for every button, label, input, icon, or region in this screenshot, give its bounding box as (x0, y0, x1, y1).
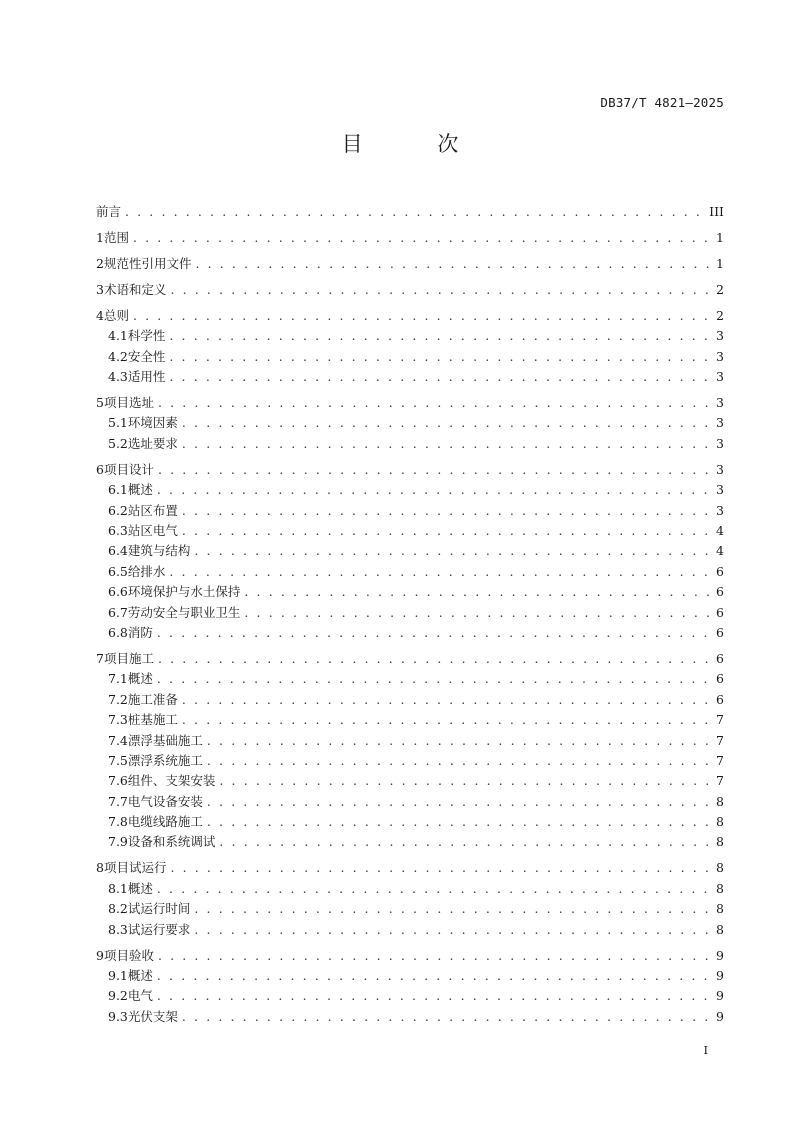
toc-entry-label: 项目试运行 (103, 860, 167, 876)
toc-entry-page: 8 (716, 793, 724, 809)
dot-leader (194, 920, 712, 940)
toc-entry[interactable] (96, 393, 724, 413)
toc-entry-label: 概述 (127, 880, 153, 896)
toc-entry-number: 5.2 (108, 435, 128, 451)
toc-entry-label: 前言 (96, 204, 122, 219)
toc-entry-label: 规范性引用文件 (103, 255, 192, 271)
table-of-contents (96, 202, 724, 1027)
toc-entry-number: 6.1 (108, 482, 128, 498)
toc-entry[interactable] (96, 1007, 724, 1027)
dot-leader (207, 792, 712, 812)
toc-entry-page: 3 (716, 502, 724, 518)
toc-entry-number: 7.8 (108, 814, 128, 830)
toc-entry-label: 选址要求 (127, 435, 178, 451)
toc-entry-label: 安全性 (127, 348, 166, 364)
toc-entry-page: 8 (716, 814, 724, 830)
toc-entry-label: 光伏支架 (127, 1008, 178, 1024)
dot-leader (169, 326, 712, 346)
toc-entry[interactable] (96, 280, 724, 300)
dot-leader (194, 541, 712, 561)
standard-number: DB37/T 4821—2025 (600, 95, 724, 110)
toc-entry[interactable] (96, 669, 724, 689)
toc-entry[interactable] (96, 751, 724, 771)
dot-leader (157, 986, 712, 1006)
toc-entry[interactable] (96, 603, 724, 623)
dot-leader (219, 832, 712, 852)
toc-entry-label: 组件、支架安装 (127, 773, 216, 789)
toc-entry-label: 站区布置 (127, 502, 178, 518)
toc-entry-page: 8 (716, 901, 724, 917)
toc-entry-number: 7.9 (108, 834, 128, 850)
toc-entry[interactable] (96, 986, 724, 1006)
toc-entry-page: 7 (716, 752, 724, 768)
toc-entry-page: III (709, 204, 724, 219)
dot-leader (207, 812, 712, 832)
toc-entry-page: 7 (716, 732, 724, 748)
dot-leader (182, 413, 712, 433)
toc-entry-number: 5.1 (108, 415, 128, 431)
toc-entry-page: 1 (716, 255, 724, 271)
toc-entry-page: 1 (716, 229, 724, 245)
dot-leader (133, 306, 712, 326)
toc-entry[interactable] (96, 228, 724, 248)
toc-entry[interactable] (96, 413, 724, 433)
toc-entry[interactable] (96, 521, 724, 541)
dot-leader (157, 669, 712, 689)
toc-entry[interactable] (96, 254, 724, 274)
toc-entry-number: 6.6 (108, 584, 128, 600)
toc-entry-page: 6 (716, 624, 724, 640)
toc-entry-label: 试运行要求 (127, 921, 191, 937)
toc-entry-label: 站区电气 (127, 523, 178, 539)
toc-entry-page: 4 (716, 523, 724, 539)
toc-entry-page: 8 (716, 880, 724, 896)
dot-leader (170, 858, 712, 878)
toc-entry-page: 7 (716, 773, 724, 789)
dot-leader (157, 966, 712, 986)
toc-entry-page: 3 (716, 461, 724, 477)
toc-entry-number: 7 (96, 650, 104, 666)
page-number: I (703, 1043, 708, 1057)
toc-entry[interactable] (96, 582, 724, 602)
toc-entry-number: 8.2 (108, 901, 128, 917)
page-title: 目 次 (341, 132, 493, 156)
dot-leader (182, 521, 712, 541)
toc-entry-number: 6.3 (108, 523, 128, 539)
toc-entry-page: 2 (716, 281, 724, 297)
toc-entry-number: 7.6 (108, 773, 128, 789)
toc-entry-label: 适用性 (127, 369, 166, 385)
toc-entry-page: 6 (716, 691, 724, 707)
dot-leader (169, 562, 712, 582)
toc-entry-page: 4 (716, 543, 724, 559)
toc-entry-label: 电气 (127, 988, 153, 1004)
dot-leader (158, 946, 712, 966)
toc-entry-label: 概述 (127, 482, 153, 498)
toc-entry-page: 6 (716, 650, 724, 666)
toc-entry-page: 9 (716, 1008, 724, 1024)
toc-entry[interactable] (96, 202, 724, 222)
toc-entry[interactable] (96, 899, 724, 919)
toc-entry[interactable] (96, 879, 724, 899)
toc-entry-number: 9.1 (108, 968, 128, 984)
toc-entry-page: 8 (716, 860, 724, 876)
toc-entry-label: 环境因素 (127, 415, 178, 431)
toc-entry-number: 7.2 (108, 691, 128, 707)
toc-entry-number: 2 (96, 255, 104, 271)
dot-leader (182, 690, 712, 710)
toc-entry-label: 电气设备安装 (127, 793, 203, 809)
toc-entry-page: 3 (716, 328, 724, 344)
dot-leader (158, 393, 712, 413)
toc-entry-label: 漂浮基础施工 (127, 732, 203, 748)
toc-entry-label: 总则 (103, 307, 129, 323)
toc-entry[interactable] (96, 920, 724, 940)
toc-entry[interactable] (96, 623, 724, 643)
toc-entry-page: 9 (716, 947, 724, 963)
toc-entry[interactable] (96, 562, 724, 582)
toc-entry-label: 术语和定义 (103, 281, 167, 297)
toc-entry-label: 桩基施工 (127, 712, 178, 728)
toc-entry-page: 9 (716, 988, 724, 1004)
toc-entry-label: 范围 (103, 229, 129, 245)
toc-entry-label: 科学性 (127, 328, 166, 344)
toc-entry[interactable] (96, 832, 724, 852)
toc-entry[interactable] (96, 812, 724, 832)
toc-entry-number: 9.2 (108, 988, 128, 1004)
toc-entry-page: 3 (716, 369, 724, 385)
dot-leader (170, 280, 712, 300)
toc-entry[interactable] (96, 501, 724, 521)
toc-entry-label: 给排水 (127, 563, 166, 579)
toc-entry-number: 6.8 (108, 624, 128, 640)
toc-entry[interactable] (96, 480, 724, 500)
toc-entry-number: 7.3 (108, 712, 128, 728)
toc-entry-number: 8.1 (108, 880, 128, 896)
toc-entry-number: 6 (96, 461, 104, 477)
toc-entry-number: 4.3 (108, 369, 128, 385)
dot-leader (207, 731, 712, 751)
toc-entry-number: 5 (96, 395, 104, 411)
toc-entry-page: 3 (716, 482, 724, 498)
toc-entry-label: 劳动安全与职业卫生 (127, 604, 241, 620)
dot-leader (182, 1007, 712, 1027)
toc-entry-number: 8 (96, 860, 104, 876)
dot-leader (244, 582, 712, 602)
dot-leader (133, 228, 712, 248)
toc-entry-page: 3 (716, 348, 724, 364)
dot-leader (195, 254, 712, 274)
toc-entry-label: 项目验收 (103, 947, 154, 963)
toc-entry[interactable] (96, 731, 724, 751)
toc-entry-page: 3 (716, 435, 724, 451)
dot-leader (182, 501, 712, 521)
toc-entry-label: 施工准备 (127, 691, 178, 707)
toc-entry-number: 4 (96, 307, 104, 323)
dot-leader (125, 202, 705, 222)
toc-entry-page: 8 (716, 921, 724, 937)
toc-entry-page: 8 (716, 834, 724, 850)
dot-leader (157, 480, 712, 500)
toc-entry-page: 7 (716, 712, 724, 728)
toc-entry-label: 消防 (127, 624, 153, 640)
toc-entry[interactable] (96, 710, 724, 730)
toc-entry-number: 7.4 (108, 732, 128, 748)
toc-entry[interactable] (96, 792, 724, 812)
dot-leader (158, 649, 712, 669)
toc-entry-page: 6 (716, 604, 724, 620)
toc-entry-label: 概述 (127, 671, 153, 687)
toc-entry-number: 4.1 (108, 328, 128, 344)
toc-entry-page: 6 (716, 671, 724, 687)
toc-entry[interactable] (96, 541, 724, 561)
toc-entry-label: 漂浮系统施工 (127, 752, 203, 768)
dot-leader (157, 623, 712, 643)
toc-entry-label: 项目施工 (103, 650, 154, 666)
toc-entry-label: 设备和系统调试 (127, 834, 216, 850)
toc-entry-page: 3 (716, 395, 724, 411)
toc-entry-label: 试运行时间 (127, 901, 191, 917)
toc-entry-number: 8.3 (108, 921, 128, 937)
toc-entry-page: 2 (716, 307, 724, 323)
toc-entry-page: 6 (716, 563, 724, 579)
toc-entry[interactable] (96, 649, 724, 669)
toc-entry-number: 6.5 (108, 563, 128, 579)
toc-entry[interactable] (96, 326, 724, 346)
toc-entry-label: 环境保护与水土保持 (127, 584, 241, 600)
toc-entry[interactable] (96, 858, 724, 878)
dot-leader (169, 347, 712, 367)
toc-entry[interactable] (96, 434, 724, 454)
toc-entry-page: 3 (716, 415, 724, 431)
dot-leader (157, 879, 712, 899)
toc-entry[interactable] (96, 306, 724, 326)
toc-entry-label: 项目设计 (103, 461, 154, 477)
toc-entry-label: 概述 (127, 968, 153, 984)
dot-leader (158, 460, 712, 480)
toc-entry-page: 9 (716, 968, 724, 984)
toc-entry-number: 3 (96, 281, 104, 297)
toc-entry-number: 6.7 (108, 604, 128, 620)
dot-leader (244, 603, 712, 623)
dot-leader (207, 751, 712, 771)
toc-entry-number: 9 (96, 947, 104, 963)
toc-entry-number: 7.7 (108, 793, 128, 809)
toc-entry[interactable] (96, 690, 724, 710)
dot-leader (194, 899, 712, 919)
dot-leader (169, 367, 712, 387)
toc-entry[interactable] (96, 771, 724, 791)
dot-leader (219, 771, 712, 791)
dot-leader (182, 710, 712, 730)
toc-entry-number: 7.5 (108, 752, 128, 768)
toc-entry[interactable] (96, 946, 724, 966)
toc-entry-number: 9.3 (108, 1008, 128, 1024)
dot-leader (182, 434, 712, 454)
toc-entry[interactable] (96, 966, 724, 986)
toc-entry-number: 6.4 (108, 543, 128, 559)
toc-entry-number: 7.1 (108, 671, 128, 687)
toc-entry[interactable] (96, 367, 724, 387)
toc-entry-number: 1 (96, 229, 104, 245)
toc-entry-label: 项目选址 (103, 395, 154, 411)
toc-entry[interactable] (96, 460, 724, 480)
toc-entry-number: 6.2 (108, 502, 128, 518)
toc-entry-label: 电缆线路施工 (127, 814, 203, 830)
toc-entry[interactable] (96, 347, 724, 367)
toc-entry-label: 建筑与结构 (127, 543, 191, 559)
toc-entry-page: 6 (716, 584, 724, 600)
toc-entry-number: 4.2 (108, 348, 128, 364)
